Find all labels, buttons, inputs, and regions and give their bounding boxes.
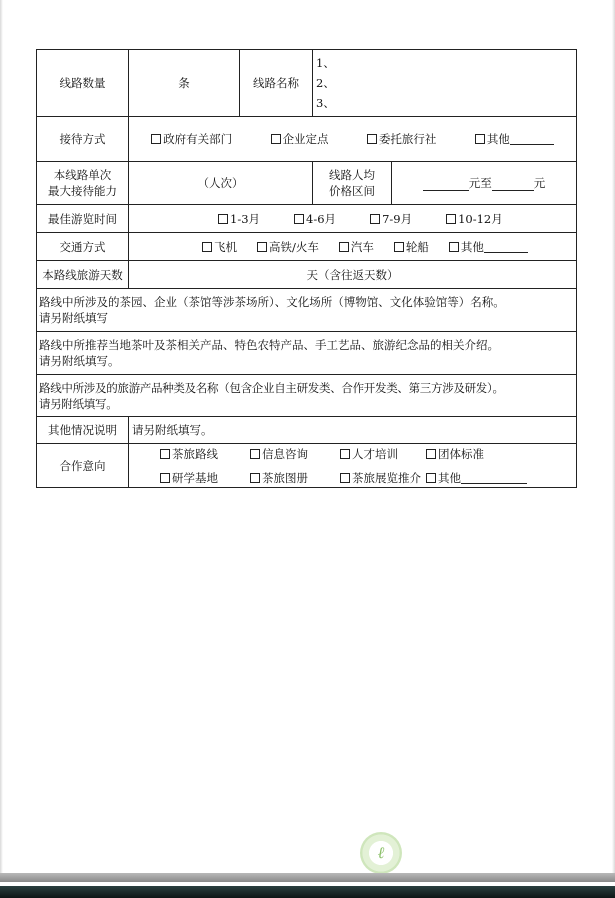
tea-logo-icon: ℓ <box>360 832 402 874</box>
coop-option-exhibition[interactable]: 茶旅展览推介 <box>340 470 426 486</box>
attractions-note: 请另附纸填写 <box>39 311 108 325</box>
coop-option-brochure[interactable]: 茶旅图册 <box>250 470 340 486</box>
attractions-question: 路线中所涉及的茶园、企业（茶馆等涉茶场所）、文化场所（博物馆、文化体验馆等）名称。 <box>39 295 505 309</box>
row-cooperation <box>37 444 577 488</box>
route-name-line-1: 1、 <box>316 56 335 70</box>
coop-option-other[interactable]: 其他 <box>426 470 536 486</box>
reception-options <box>129 117 577 162</box>
best-time-options <box>129 205 577 233</box>
best-time-option-q1[interactable]: 1-3月 <box>218 211 260 227</box>
capacity-unit: （人次） <box>197 176 244 190</box>
tourism-products-cell[interactable] <box>37 375 577 417</box>
row-route-count <box>37 50 577 117</box>
reception-label: 接待方式 <box>37 117 129 162</box>
route-name-line-2: 2、 <box>316 76 335 90</box>
capacity-label <box>37 162 129 205</box>
cooperation-options <box>129 444 577 488</box>
checkbox-icon[interactable] <box>160 449 170 459</box>
transport-options <box>129 233 577 261</box>
best-time-option-q3[interactable]: 7-9月 <box>370 211 412 227</box>
price-min-blank[interactable] <box>423 179 469 191</box>
page-edge-left <box>0 0 3 880</box>
transport-option-car[interactable]: 汽车 <box>339 239 374 255</box>
attractions-cell[interactable] <box>37 289 577 332</box>
row-products <box>37 332 577 375</box>
checkbox-icon[interactable] <box>202 242 212 252</box>
reception-other-blank[interactable] <box>510 133 554 145</box>
checkbox-icon[interactable] <box>271 134 281 144</box>
checkbox-icon[interactable] <box>218 214 228 224</box>
checkbox-icon[interactable] <box>257 242 267 252</box>
route-count-label: 线路数量 <box>37 50 129 117</box>
footer-band-light <box>0 873 615 882</box>
route-count-cell[interactable] <box>129 50 240 117</box>
transport-option-plane[interactable]: 飞机 <box>202 239 237 255</box>
checkbox-icon[interactable] <box>340 473 350 483</box>
transport-option-other[interactable]: 其他 <box>449 239 528 255</box>
best-time-option-q4[interactable]: 10-12月 <box>446 211 503 227</box>
products-cell[interactable] <box>37 332 577 375</box>
tourism-products-note: 请另附纸填写。 <box>39 396 118 411</box>
checkbox-icon[interactable] <box>250 473 260 483</box>
checkbox-icon[interactable] <box>394 242 404 252</box>
days-value: 天（含往返天数） <box>306 267 399 282</box>
coop-other-blank[interactable] <box>461 472 527 484</box>
checkbox-icon[interactable] <box>294 214 304 224</box>
checkbox-icon[interactable] <box>446 214 456 224</box>
row-transport <box>37 233 577 261</box>
price-to-text: 元 <box>533 176 546 190</box>
transport-other-blank[interactable] <box>484 241 528 253</box>
checkbox-icon[interactable] <box>339 242 349 252</box>
transport-label: 交通方式 <box>37 233 129 261</box>
checkbox-icon[interactable] <box>367 134 377 144</box>
tourism-products-question: 路线中所涉及的旅游产品种类及名称（包含企业自主研发类、合作开发类、第三方涉及研发）。 <box>39 380 504 395</box>
reception-option-enterprise[interactable]: 企业定点 <box>271 131 329 147</box>
capacity-cell[interactable] <box>129 162 313 205</box>
route-name-label: 线路名称 <box>240 50 313 117</box>
best-time-option-q2[interactable]: 4-6月 <box>294 211 336 227</box>
price-from-text: 元至 <box>468 176 492 190</box>
coop-option-consulting[interactable]: 信息咨询 <box>250 446 340 462</box>
days-cell[interactable] <box>129 261 577 289</box>
row-best-time <box>37 205 577 233</box>
checkbox-icon[interactable] <box>151 134 161 144</box>
checkbox-icon[interactable] <box>426 449 436 459</box>
capacity-label-line1: 本线路单次 <box>53 168 112 182</box>
checkbox-icon[interactable] <box>340 449 350 459</box>
route-name-cell[interactable] <box>313 50 577 117</box>
best-time-label: 最佳游览时间 <box>37 205 129 233</box>
reception-option-agency[interactable]: 委托旅行社 <box>367 131 437 147</box>
price-label-line2: 价格区间 <box>329 184 375 198</box>
transport-option-ship[interactable]: 轮船 <box>394 239 429 255</box>
route-count-unit: 条 <box>178 76 190 90</box>
checkbox-icon[interactable] <box>370 214 380 224</box>
reception-option-other[interactable]: 其他 <box>475 131 554 147</box>
route-name-line-3: 3、 <box>316 96 335 110</box>
footer-band-dark <box>0 886 615 898</box>
transport-option-rail[interactable]: 高铁/火车 <box>257 239 319 255</box>
row-capacity-price <box>37 162 577 205</box>
route-form-table <box>36 49 577 488</box>
checkbox-icon[interactable] <box>160 473 170 483</box>
checkbox-icon[interactable] <box>475 134 485 144</box>
price-label-line1: 线路人均 <box>329 168 375 182</box>
checkbox-icon[interactable] <box>426 473 436 483</box>
cooperation-label: 合作意向 <box>37 444 129 488</box>
coop-option-training[interactable]: 人才培训 <box>340 446 426 462</box>
days-label: 本路线旅游天数 <box>37 261 129 289</box>
price-range-cell[interactable] <box>392 162 577 205</box>
other-cell[interactable] <box>129 417 577 444</box>
coop-option-study-base[interactable]: 研学基地 <box>160 470 250 486</box>
coop-option-tea-route[interactable]: 茶旅路线 <box>160 446 250 462</box>
checkbox-icon[interactable] <box>449 242 459 252</box>
row-tourism-products <box>37 375 577 417</box>
reception-option-government[interactable]: 政府有关部门 <box>151 131 232 147</box>
row-other <box>37 417 577 444</box>
row-reception <box>37 117 577 162</box>
price-max-blank[interactable] <box>492 179 534 191</box>
row-days <box>37 261 577 289</box>
products-note: 请另附纸填写。 <box>39 354 120 368</box>
other-label: 其他情况说明 <box>37 417 129 444</box>
products-question: 路线中所推荐当地茶叶及茶相关产品、特色农特产品、手工艺品、旅游纪念品的相关介绍。 <box>39 338 499 352</box>
price-label <box>313 162 392 205</box>
row-attractions <box>37 289 577 332</box>
other-value: 请另附纸填写。 <box>132 423 213 437</box>
coop-option-standard[interactable]: 团体标准 <box>426 446 536 462</box>
capacity-label-line2: 最大接待能力 <box>48 184 117 198</box>
checkbox-icon[interactable] <box>250 449 260 459</box>
